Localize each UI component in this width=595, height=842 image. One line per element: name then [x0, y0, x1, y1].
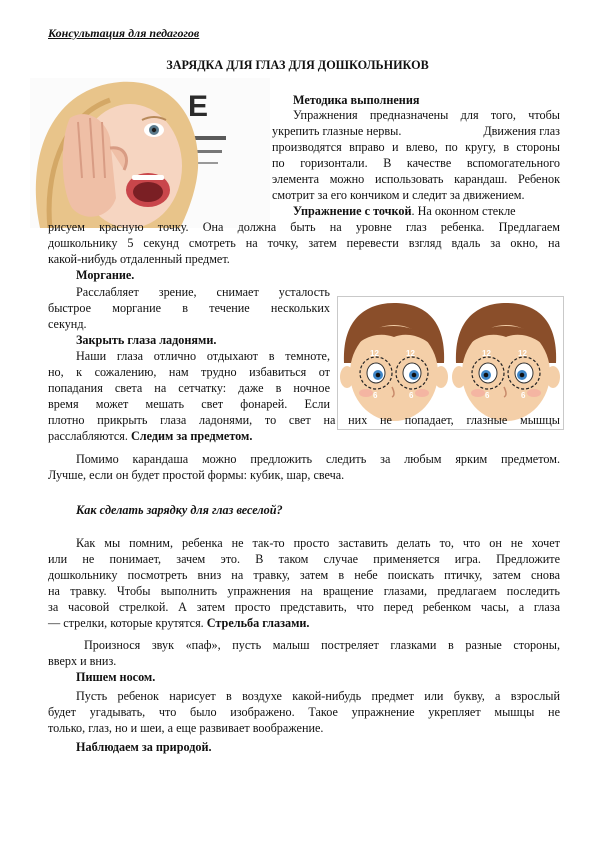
text-line: по горизонтали. В качестве вспомогательного [272, 156, 560, 170]
text-line: Пусть ребенок нарисует в воздухе какой-нибудь предмет или букву, а взрослый [76, 689, 560, 703]
exercise-dot-heading: Упражнение с точкой [293, 204, 412, 218]
text-line: укрепить глазные нервы. Движения глаз [272, 124, 560, 138]
eye-shooting-heading: Стрельба глазами. [206, 616, 310, 630]
text-line: Расслабляет зрение, снимает усталость [76, 285, 330, 299]
girl-covering-eye-photo [30, 78, 270, 228]
text-line: только, глаз, но и шеи, а еще развивает воображение. [48, 721, 324, 735]
text-line: время может мешать свет фонарей. Если [48, 397, 330, 411]
fun-exercise-heading: Как сделать зарядку для глаз веселой? [76, 503, 283, 517]
text-line: элемента можно использовать карандаш. Ребенок [272, 172, 560, 186]
follow-object-heading: Следим за предметом. [130, 429, 253, 443]
boy-face-left [340, 303, 448, 421]
svg-text:12: 12 [370, 349, 379, 358]
section-heading-method: Методика выполнения [293, 93, 420, 107]
svg-text:12: 12 [406, 349, 415, 358]
text-line: будет угадывать, что было изображено. Такое упражнение укрепляет мышцы не [48, 705, 560, 719]
text-line: Упражнения предназначены для того, чтобы [293, 108, 560, 122]
text-line: — стрелки, которые крутятся. Стрельба глазами. [48, 616, 310, 630]
text-line: плотно прикрыть глаза ладонями, то свет на них не попадает, глазные мышцы [48, 413, 560, 427]
page-header: Консультация для педагогов [48, 26, 200, 40]
text-line: расслабляются. Следим за предметом. [48, 429, 253, 443]
page-title: ЗАРЯДКА ДЛЯ ГЛАЗ ДЛЯ ДОШКОЛЬНИКОВ [166, 58, 429, 72]
text-line: рисуем красную точку. Она должна быть на уровне глаз ребенка. Предлагаем [48, 220, 560, 234]
text-line: дошкольнику посмотреть вниз на травку, затем в небе поискать птичку, затем снова [48, 568, 560, 582]
text-line: попадания света на сетчатку: даже в ночное [48, 381, 330, 395]
text-line: быстрое моргание в течение нескольких [48, 301, 330, 315]
text-line: Помимо карандаша можно предложить следить за любым ярким предметом. [76, 452, 560, 466]
text-line: вверх и вниз. [48, 654, 117, 668]
svg-text:12: 12 [482, 349, 491, 358]
text-line: за часовой стрелкой. А затем просто представить, что перед ребенком часы, а глаза [48, 600, 560, 614]
svg-text:6: 6 [521, 391, 526, 400]
text-line: секунд. [48, 317, 87, 331]
text-line: Наши глаза отлично отдыхают в темноте, [76, 349, 330, 363]
text-line: Лучше, если он будет простой формы: кубик, шар, свеча. [48, 468, 345, 482]
text-line: или не понимает, зачем это. В таком случае применяется игра. Предложите [48, 552, 560, 566]
text-line: Как мы помним, ребенка не так-то просто заставить делать то, что он не хочет [76, 536, 560, 550]
observe-nature-heading: Наблюдаем за природой. [76, 740, 212, 754]
svg-text:6: 6 [409, 391, 414, 400]
text-line: смотрит за его кончиком и следит за движением. [272, 188, 525, 202]
eye-rotation-illustration [337, 296, 564, 430]
text-line: какой-нибудь отдаленный предмет. [48, 252, 230, 266]
boy-face-right [452, 303, 560, 421]
palming-heading: Закрыть глаза ладонями. [76, 333, 217, 347]
text-line: Упражнение с точкой. На оконном стекле [293, 204, 516, 218]
text-line: но, к сожалению, нам трудно избавиться от [48, 365, 330, 379]
svg-text:12: 12 [518, 349, 527, 358]
nose-writing-heading: Пишем носом. [76, 670, 156, 684]
eye-chart-letter: E [188, 90, 209, 123]
blinking-heading: Моргание. [76, 268, 135, 282]
text-line: Произнося звук «паф», пусть малыш постреляет глазками в разные стороны, [84, 638, 560, 652]
text-line: дошкольнику 5 секунд смотреть на точку, затем перевести взгляд вдаль за окно, на [48, 236, 560, 250]
text-line: производятся вправо и влево, по кругу, в стороны [272, 140, 560, 154]
svg-text:6: 6 [485, 391, 490, 400]
text-line: на травку. Чтобы выполнить упражнения на вращение глазами, предлагаем последить [48, 584, 560, 598]
svg-text:6: 6 [373, 391, 378, 400]
